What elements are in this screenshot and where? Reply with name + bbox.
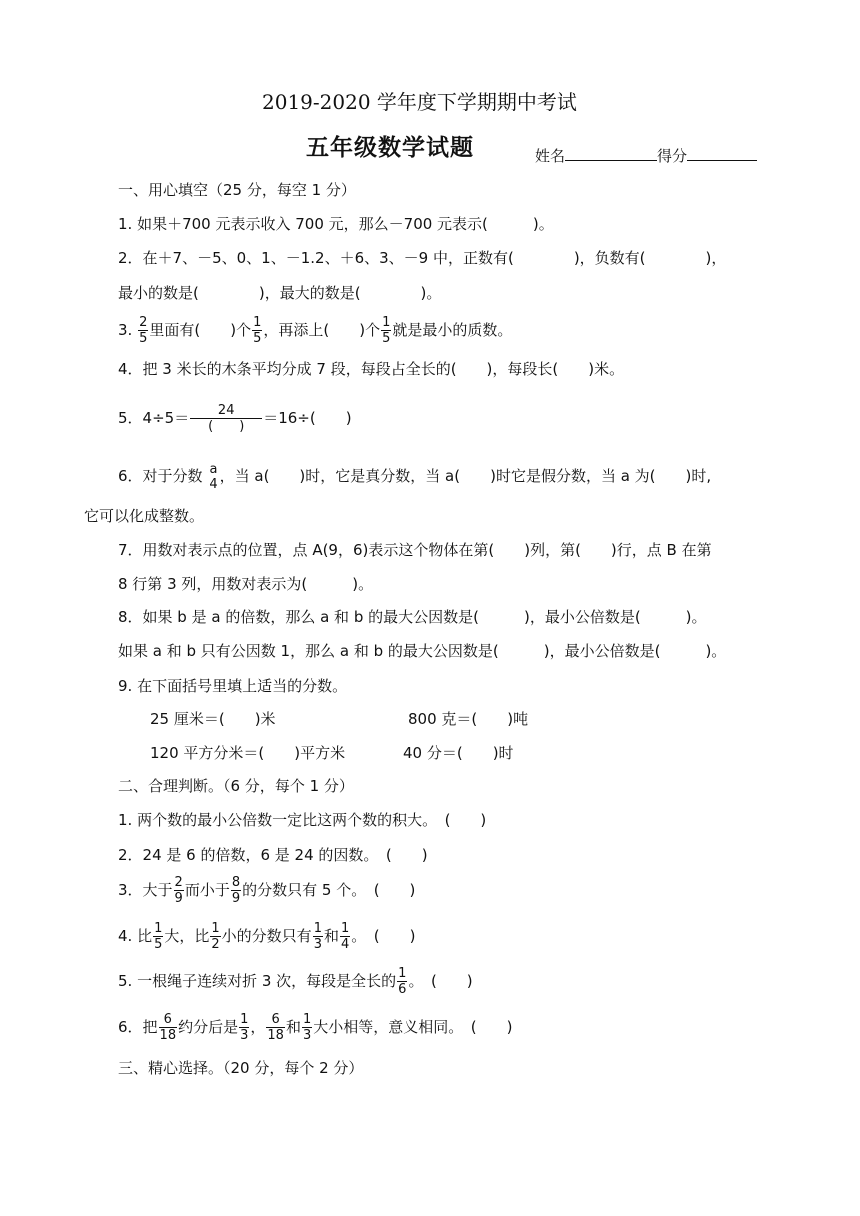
fraction: $\frac{6}{18}$ (267, 1012, 284, 1043)
question-1-9b: 800 克＝( )吨 (408, 710, 529, 728)
name-blank[interactable] (565, 144, 657, 161)
question-1-6a: 6．对于分数 a 4 ，当 a( )时，它是真分数，当 a( )时它是假分数，当 a 为( )时, (118, 461, 712, 492)
fraction: $\frac{8}{9}$ (231, 875, 241, 906)
score-blank[interactable] (687, 144, 757, 161)
score-label: 得分 (657, 147, 688, 165)
question-1-9: 9. 在下面括号里填上适当的分数。 (118, 677, 348, 695)
fraction: $\frac{1}{5}$ (154, 921, 163, 952)
question-1-4: 4．把 3 米长的木条平均分成 7 段，每段占全长的( )，每段长( )米。 (118, 360, 625, 378)
judge-4: 4. 比 $\frac{1}{5}$ 大，比 $\frac{1}{2}$ 小的分数只有 $\frac{1}{3}$ 和 $\frac{1}{4}$ 。 ( ) (118, 921, 416, 952)
fraction: $\frac{2}{9}$ (174, 875, 183, 906)
judge-6: 6．把 $\frac{6}{18}$ 约分后是 $\frac{1}{3}$ ， $\frac{6}{18}$ 和 $\frac{1}{3}$ 大小相等，意义相同。 ( ) (118, 1012, 513, 1043)
fraction: $\frac{1}{5}$ (253, 315, 262, 346)
question-1-2b: 最小的数是( )，最大的数是( )。 (118, 284, 442, 302)
fraction: $\frac{1}{3}$ (240, 1012, 249, 1043)
fraction: $\frac{2}{5}$ (139, 315, 148, 346)
judge-5: 5. 一根绳子连续对折 3 次，每段是全长的 $\frac{1}{6}$ 。 ( ) (118, 966, 473, 997)
name-score-field (535, 144, 757, 166)
judge-3: 3．大于 $\frac{2}{9}$ 而小于 $\frac{8}{9}$ 的分数只有 5 个。 ( ) (118, 875, 416, 906)
fraction: $\frac{24}{( )}$ (190, 403, 262, 434)
judge-2: 2．24 是 6 的倍数，6 是 24 的因数。 ( ) (118, 846, 428, 864)
exam-title: 2019-2020 学年度下学期期中考试 (262, 90, 577, 114)
question-1-3: 3. $\frac{2}{5}$ 里面有( )个 $\frac{1}{5}$ ，再添上( )个 $\frac{1}{5}$ 就是最小的质数。 (118, 315, 513, 346)
question-1-5: 5．4÷5＝ $\frac{24}{( )}$ ＝16÷( ) (118, 403, 352, 434)
question-1-9d: 40 分＝( )时 (403, 744, 514, 762)
exam-subtitle: 五年级数学试题 (306, 135, 474, 161)
fraction: $\frac{1}{3}$ (313, 921, 322, 952)
question-1-9a: 25 厘米＝( )米 (150, 710, 276, 728)
question-1-6b: 它可以化成整数。 (84, 507, 205, 525)
question-1-8b: 如果 a 和 b 只有公因数 1，那么 a 和 b 的最大公因数是( )，最小公倍数是( )。 (118, 642, 727, 660)
fraction: a 4 (209, 461, 218, 492)
fraction: $\frac{1}{5}$ (382, 315, 391, 346)
fraction: $\frac{1}{3}$ (302, 1012, 312, 1043)
section1-heading: 一、用心填空（25 分，每空 1 分） (118, 181, 356, 199)
question-1-7a: 7．用数对表示点的位置，点 A(9，6)表示这个物体在第( )列，第( )行，点 B 在第 (118, 541, 712, 559)
question-1-2a: 2．在＋7、－5、0、1、－1.2、＋6、3、－9 中，正数有( )，负数有( )， (118, 249, 727, 267)
fraction: $\frac{1}{4}$ (340, 921, 350, 952)
fraction: $\frac{6}{18}$ (159, 1012, 177, 1043)
section3-heading: 三、精心选择。（20 分，每个 2 分） (118, 1059, 364, 1077)
section2-heading: 二、合理判断。（6 分，每个 1 分） (118, 777, 354, 795)
question-1-8a: 8．如果 b 是 a 的倍数，那么 a 和 b 的最大公因数是( )，最小公倍数是( )。 (118, 608, 707, 626)
question-1-1: 1. 如果＋700 元表示收入 700 元，那么－700 元表示( )。 (118, 215, 554, 233)
fraction: $\frac{1}{6}$ (398, 966, 407, 997)
name-label: 姓名 (535, 147, 566, 165)
question-1-7b: 8 行第 3 列，用数对表示为( )。 (118, 575, 374, 593)
fraction: $\frac{1}{2}$ (211, 921, 220, 952)
judge-1: 1. 两个数的最小公倍数一定比这两个数的积大。 ( ) (118, 811, 487, 829)
question-1-9c: 120 平方分米＝( )平方米 (150, 744, 346, 762)
